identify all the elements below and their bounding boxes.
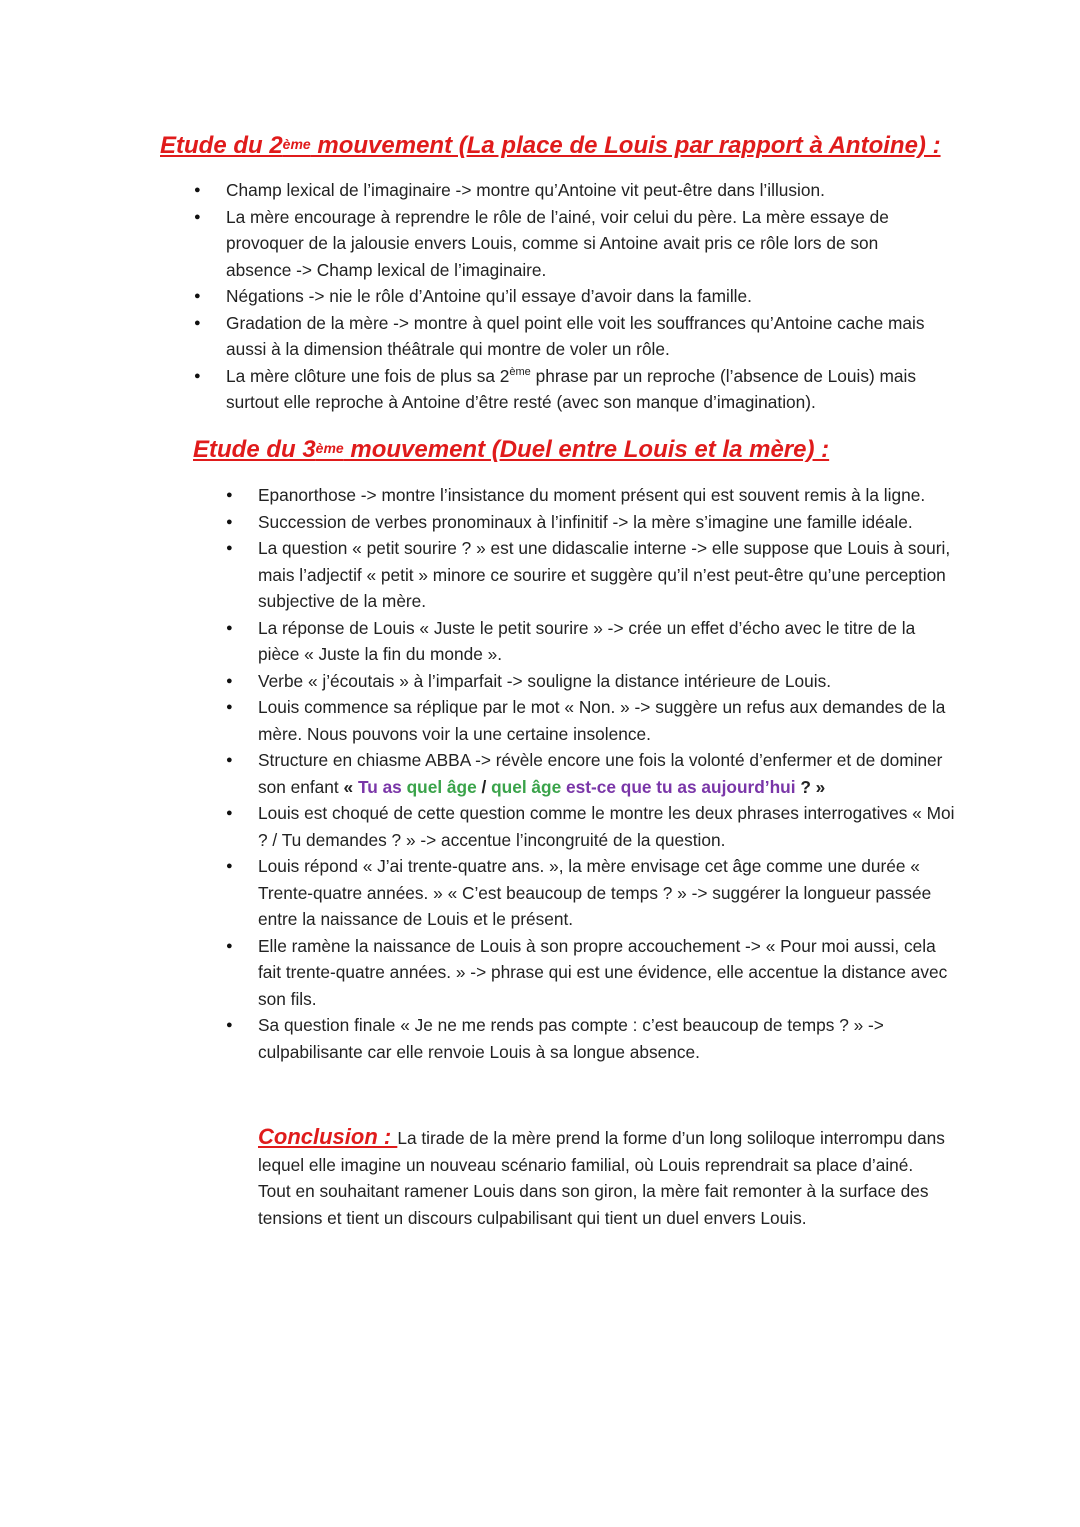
list-item: ● Elle ramène la naissance de Louis à son propre accouchement -> « Pour moi aussi, cela fait trente-quatre années. » -> phrase qui est une évidence, elle accentue la distance avec son fils.	[258, 933, 958, 1013]
section-3-bullet-list	[258, 482, 958, 1065]
conclusion-text: La tirade de la mère prend la forme d’un long soliloque interrompu dans lequel elle imagine un nouveau scénario familial, où Louis reprendrait sa place d’ainé. Tout en souhaitant ramener Louis dans son giron, la mère fait remonter à la surface des tensions et tient un discours culpabilisant qui tient un duel envers Louis.	[258, 1128, 945, 1228]
section-2-heading: Etude du 2ème mouvement (La place de Louis par rapport à Antoine) :	[160, 132, 941, 159]
chiasme-list-item: ● Structure en chiasme ABBA -> révèle encore une fois la volonté d’enfermer et de dominer son enfant « Tu as quel âge / quel âge est-ce que tu as aujourd’hui ? »	[258, 747, 958, 800]
list-item: ● Louis commence sa réplique par le mot « Non. » -> suggère un refus aux demandes de la mère. Nous pouvons voir la une certaine insolence.	[258, 694, 958, 747]
list-item: ● Gradation de la mère -> montre à quel point elle voit les souffrances qu’Antoine cache mais aussi à la dimension théâtrale qui montre de voler un rôle.	[226, 310, 946, 363]
section-3-heading: Etude du 3ème mouvement (Duel entre Louis et la mère) :	[193, 436, 830, 463]
list-item: ● Négations -> nie le rôle d’Antoine qu’il essaye d’avoir dans la famille.	[226, 283, 946, 310]
list-item: ● La mère clôture une fois de plus sa 2ème phrase par un reproche (l’absence de Louis) mais surtout elle reproche à Antoine d’être resté (avec son manque d’imagination).	[226, 363, 946, 416]
list-item: ● Succession de verbes pronominaux à l’infinitif -> la mère s’imagine une famille idéale.	[258, 509, 958, 536]
conclusion-paragraph	[258, 1124, 948, 1231]
section-2-bullet-list	[226, 177, 946, 416]
conclusion-label: Conclusion :	[258, 1124, 398, 1149]
list-item: ● La question « petit sourire ? » est une didascalie interne -> elle suppose que Louis à souri, mais l’adjectif « petit » minore ce sourire et suggère qu’il n’est peut-être qu’une perception subjective de la mère.	[258, 535, 958, 615]
list-item: ● La mère encourage à reprendre le rôle de l’ainé, voir celui du père. La mère essaye de provoquer de la jalousie envers Louis, comme si Antoine avait pris ce rôle lors de son absence -> Champ lexical de l’imaginaire.	[226, 204, 946, 284]
list-item: ● Louis est choqué de cette question comme le montre les deux phrases interrogatives « Moi ? / Tu demandes ? » -> accentue l’incongruité de la question.	[258, 800, 958, 853]
list-item: ● Louis répond « J’ai trente-quatre ans. », la mère envisage cet âge comme une durée « Trente-quatre années. » « C’est beaucoup de temps ? » -> suggérer la longueur passée entre la naissance de Louis et le présent.	[258, 853, 958, 933]
list-item: ● La réponse de Louis « Juste le petit sourire » -> crée un effet d’écho avec le titre de la pièce « Juste la fin du monde ».	[258, 615, 958, 668]
list-item: ● Epanorthose -> montre l’insistance du moment présent qui est souvent remis à la ligne.	[258, 482, 958, 509]
list-item: ● Sa question finale « Je ne me rends pas compte : c’est beaucoup de temps ? » -> culpabilisante car elle renvoie Louis à sa longue absence.	[258, 1012, 958, 1065]
list-item: ● Champ lexical de l’imaginaire -> montre qu’Antoine vit peut-être dans l’illusion.	[226, 177, 946, 204]
list-item: ● Verbe « j’écoutais » à l’imparfait -> souligne la distance intérieure de Louis.	[258, 668, 958, 695]
